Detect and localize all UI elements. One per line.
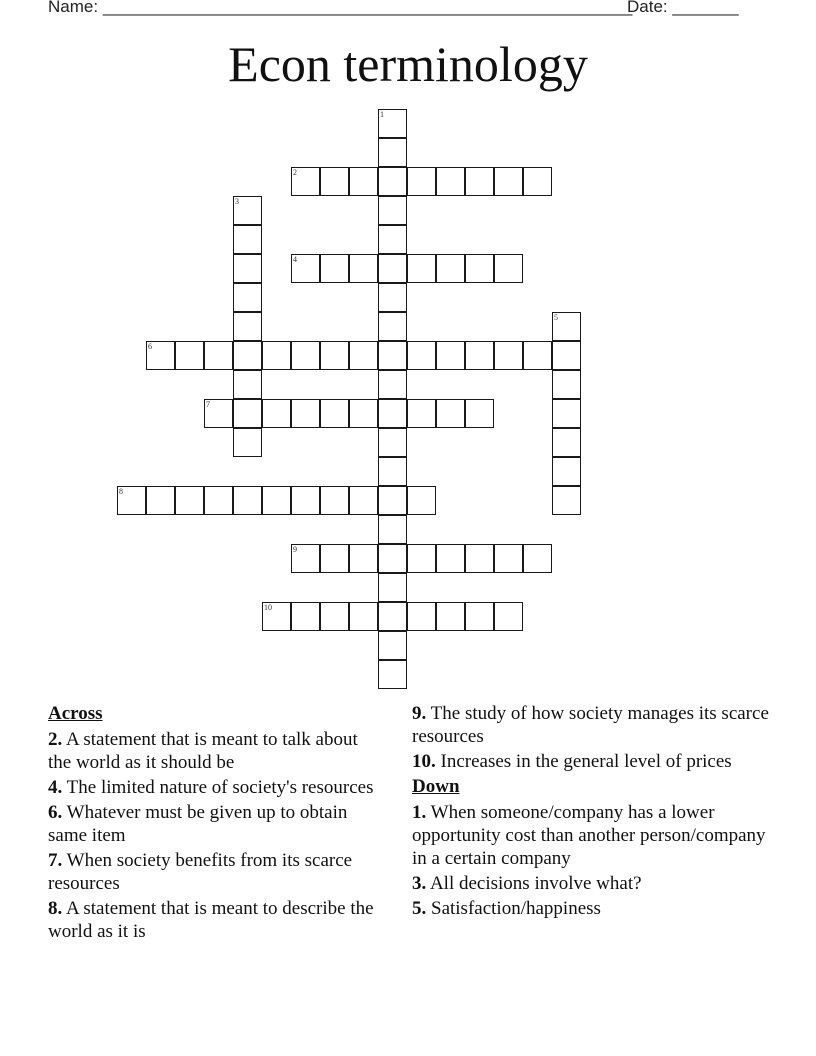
crossword-cell[interactable] <box>378 283 407 312</box>
crossword-cell[interactable] <box>204 399 233 428</box>
date-label: Date: <box>627 0 668 16</box>
crossword-cell[interactable] <box>320 602 349 631</box>
crossword-cell[interactable] <box>436 544 465 573</box>
crossword-cell[interactable] <box>378 631 407 660</box>
cell-number: 7 <box>206 400 210 409</box>
crossword-cell[interactable] <box>494 254 523 283</box>
crossword-cell[interactable] <box>320 399 349 428</box>
crossword-cell[interactable] <box>349 341 378 370</box>
cell-number: 6 <box>148 342 152 351</box>
crossword-cell[interactable] <box>436 254 465 283</box>
crossword-cell[interactable] <box>349 399 378 428</box>
clue-text: When society benefits from its scarce resources <box>48 850 353 894</box>
clues-column-right <box>412 702 772 922</box>
crossword-cell[interactable] <box>320 486 349 515</box>
name-line: ________________________________________________________ <box>102 0 633 16</box>
clue-down-1 <box>412 801 772 870</box>
crossword-cell[interactable] <box>378 428 407 457</box>
crossword-cell[interactable] <box>378 602 407 631</box>
crossword-cell[interactable] <box>552 399 581 428</box>
crossword-cell[interactable] <box>378 138 407 167</box>
clue-text: A statement that is meant to talk about the world as it should be <box>48 729 358 773</box>
clue-text: When someone/company has a lower opportunity cost than another person/company in a certain company <box>412 802 766 869</box>
clue-text: A statement that is meant to describe the world as it is <box>48 898 374 942</box>
clue-number: 8. <box>48 898 63 919</box>
crossword-cell[interactable] <box>233 254 262 283</box>
cell-number: 10 <box>264 603 272 612</box>
cell-number: 4 <box>293 255 297 264</box>
crossword-cell[interactable] <box>233 486 262 515</box>
down-heading: Down <box>412 776 460 797</box>
crossword-cell[interactable] <box>407 602 436 631</box>
crossword-cell[interactable] <box>233 312 262 341</box>
crossword-cell[interactable] <box>349 486 378 515</box>
crossword-cell[interactable] <box>523 544 552 573</box>
crossword-cell[interactable] <box>349 544 378 573</box>
cell-number: 3 <box>235 197 239 206</box>
crossword-cell[interactable] <box>494 544 523 573</box>
clue-number: 5. <box>412 898 427 919</box>
crossword-cell[interactable] <box>552 312 581 341</box>
crossword-cell[interactable] <box>378 370 407 399</box>
crossword-cell[interactable] <box>494 602 523 631</box>
clue-across-4 <box>48 776 383 799</box>
across-heading: Across <box>48 703 103 724</box>
crossword-cell[interactable] <box>494 167 523 196</box>
crossword-cell[interactable] <box>378 660 407 689</box>
crossword-cell[interactable] <box>523 341 552 370</box>
name-label: Name: <box>48 0 99 16</box>
crossword-cell[interactable] <box>233 196 262 225</box>
crossword-cell[interactable] <box>378 109 407 138</box>
date-line: _______ <box>672 0 739 16</box>
page-title: Econ terminology <box>228 36 588 92</box>
crossword-cell[interactable] <box>320 341 349 370</box>
crossword-cell[interactable] <box>407 167 436 196</box>
crossword-cell[interactable] <box>320 544 349 573</box>
crossword-cell[interactable] <box>407 544 436 573</box>
crossword-cell[interactable] <box>378 544 407 573</box>
crossword-cell[interactable] <box>378 167 407 196</box>
crossword-cell[interactable] <box>378 515 407 544</box>
clue-text: The study of how society manages its scarce resources <box>412 703 769 747</box>
crossword-cell[interactable] <box>552 370 581 399</box>
crossword-cell[interactable] <box>291 544 320 573</box>
clue-text: Whatever must be given up to obtain same item <box>48 802 348 846</box>
clue-text: The limited nature of society's resources <box>66 777 374 798</box>
crossword-cell[interactable] <box>291 602 320 631</box>
crossword-cell[interactable] <box>175 341 204 370</box>
crossword-cell[interactable] <box>407 341 436 370</box>
crossword-cell[interactable] <box>262 486 291 515</box>
crossword-cell[interactable] <box>407 399 436 428</box>
clue-text: All decisions involve what? <box>429 873 642 894</box>
crossword-cell[interactable] <box>552 341 581 370</box>
clue-number: 1. <box>412 802 427 823</box>
clue-number: 10. <box>412 751 436 772</box>
clue-number: 2. <box>48 729 63 750</box>
cell-number: 9 <box>293 545 297 554</box>
crossword-cell[interactable] <box>494 341 523 370</box>
crossword-cell[interactable] <box>233 225 262 254</box>
clue-number: 4. <box>48 777 63 798</box>
cell-number: 1 <box>380 110 384 119</box>
crossword-cell[interactable] <box>378 399 407 428</box>
clue-down-3 <box>412 872 772 895</box>
crossword-cell[interactable] <box>407 254 436 283</box>
crossword-cell[interactable] <box>204 341 233 370</box>
crossword-cell[interactable] <box>291 399 320 428</box>
crossword-cell[interactable] <box>378 254 407 283</box>
crossword-cell[interactable] <box>378 457 407 486</box>
clue-across-8 <box>48 897 383 943</box>
crossword-cell[interactable] <box>349 254 378 283</box>
crossword-cell[interactable] <box>465 544 494 573</box>
clue-down-5 <box>412 897 772 920</box>
clue-across-7 <box>48 849 383 895</box>
crossword-cell[interactable] <box>175 486 204 515</box>
cell-number: 8 <box>119 487 123 496</box>
crossword-cell[interactable] <box>436 602 465 631</box>
crossword-cell[interactable] <box>291 254 320 283</box>
crossword-cell[interactable] <box>320 167 349 196</box>
crossword-cell[interactable] <box>523 167 552 196</box>
crossword-cell[interactable] <box>233 283 262 312</box>
clue-text: Increases in the general level of prices <box>440 751 732 772</box>
clue-across-9 <box>412 702 772 748</box>
clue-across-2 <box>48 728 383 774</box>
crossword-cell[interactable] <box>378 196 407 225</box>
crossword-cell[interactable] <box>552 486 581 515</box>
crossword-cell[interactable] <box>262 341 291 370</box>
crossword-cell[interactable] <box>465 341 494 370</box>
crossword-cell[interactable] <box>465 399 494 428</box>
crossword-cell[interactable] <box>291 167 320 196</box>
crossword-cell[interactable] <box>465 602 494 631</box>
crossword-cell[interactable] <box>465 167 494 196</box>
clue-across-6 <box>48 801 383 847</box>
crossword-cell[interactable] <box>291 341 320 370</box>
cell-number: 5 <box>554 313 558 322</box>
crossword-cell[interactable] <box>407 486 436 515</box>
crossword-cell[interactable] <box>233 399 262 428</box>
crossword-cell[interactable] <box>320 254 349 283</box>
clue-number: 3. <box>412 873 427 894</box>
clue-across-10 <box>412 750 772 773</box>
cell-number: 2 <box>293 168 297 177</box>
crossword-cell[interactable] <box>291 486 320 515</box>
clues-column-left <box>48 702 383 945</box>
clue-text: Satisfaction/happiness <box>431 898 601 919</box>
crossword-cell[interactable] <box>378 312 407 341</box>
crossword-cell[interactable] <box>436 399 465 428</box>
crossword-cell[interactable] <box>262 399 291 428</box>
crossword-cell[interactable] <box>204 486 233 515</box>
crossword-cell[interactable] <box>233 341 262 370</box>
crossword-cell[interactable] <box>146 486 175 515</box>
crossword-cell[interactable] <box>117 486 146 515</box>
clue-number: 7. <box>48 850 63 871</box>
crossword-cell[interactable] <box>146 341 175 370</box>
crossword-cell[interactable] <box>378 225 407 254</box>
crossword-cell[interactable] <box>233 428 262 457</box>
crossword-cell[interactable] <box>349 602 378 631</box>
crossword-cell[interactable] <box>378 486 407 515</box>
crossword-cell[interactable] <box>378 341 407 370</box>
crossword-cell[interactable] <box>436 167 465 196</box>
crossword-cell[interactable] <box>552 428 581 457</box>
crossword-cell[interactable] <box>378 573 407 602</box>
crossword-cell[interactable] <box>262 602 291 631</box>
clue-number: 9. <box>412 703 427 724</box>
crossword-cell[interactable] <box>436 341 465 370</box>
clue-number: 6. <box>48 802 63 823</box>
crossword-cell[interactable] <box>349 167 378 196</box>
crossword-cell[interactable] <box>552 457 581 486</box>
crossword-cell[interactable] <box>233 370 262 399</box>
crossword-cell[interactable] <box>465 254 494 283</box>
